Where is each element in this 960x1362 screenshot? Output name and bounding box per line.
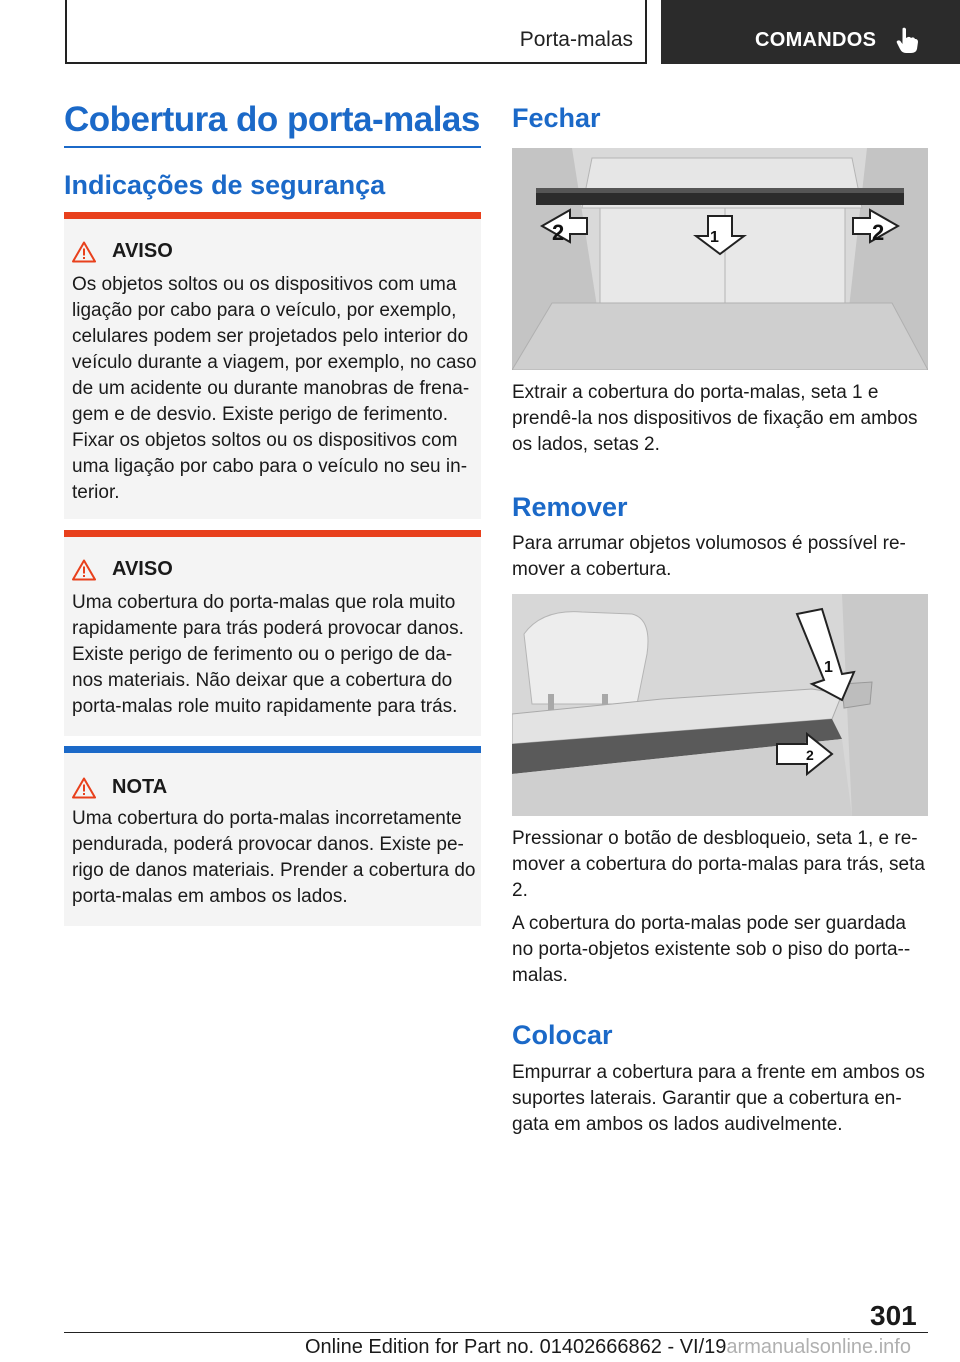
warning-text: Uma cobertura do porta-malas que rola muito rapidamente para trás poderá provocar danos. Existe perigo de ferimento ou o perigo de da-nos materiais. Não deixar que a cobertura do porta-malas role muito rapidamente para trás.: [72, 592, 464, 717]
footer-edition: [305, 1336, 911, 1359]
warning-box-2: [64, 530, 481, 736]
colocar-text: Empurrar a cobertura para a frente em ambos os suportes laterais. Garantir que a cobertura en-gata em ambos os lados audivelmente.: [512, 1062, 925, 1135]
safety-heading: Indicações de segurança: [64, 170, 386, 200]
fechar-illustration: [512, 148, 928, 370]
note-box: [64, 746, 481, 926]
warning-triangle-icon: [72, 559, 96, 581]
footer-edition-text: Online Edition for Part no. 01402666862 - VI/19: [305, 1336, 727, 1358]
title-divider: [64, 146, 481, 148]
figure-arrow-label: 2: [806, 747, 814, 763]
footer-watermark: armanualsonline.info: [726, 1336, 911, 1358]
note-bar: [64, 746, 481, 753]
footer-divider: [64, 1332, 928, 1333]
warning-bar: [64, 212, 481, 219]
remover-text-1: Pressionar o botão de desbloqueio, seta 1, e re-mover a cobertura do porta-malas para trás, seta 2.: [512, 828, 925, 901]
figure-arrow-label: 2: [552, 220, 565, 245]
figure-arrow-label: 2: [872, 220, 885, 245]
colocar-heading: Colocar: [512, 1020, 613, 1050]
pointing-hand-icon: [896, 27, 918, 53]
page-title: Cobertura do porta-malas: [64, 100, 480, 139]
header-category-tab: [661, 0, 960, 64]
warning-label: AVISO: [112, 558, 173, 580]
warning-box-1: [64, 212, 481, 519]
remover-text-2: A cobertura do porta-malas pode ser guardada no porta-objetos existente sob o piso do porta--malas.: [512, 913, 911, 986]
header-category-label: COMANDOS: [755, 29, 877, 51]
page-number: 301: [870, 1300, 917, 1331]
fechar-text: Extrair a cobertura do porta-malas, seta 1 e prendê-la nos dispositivos de fixação em ambos os lados, setas 2.: [512, 382, 918, 455]
header-section-tab: [65, 0, 647, 64]
note-text: Uma cobertura do porta-malas incorretamente pendurada, poderá provocar danos. Existe pe-rigo de danos materiais. Prender a cobertura do porta-malas em ambos os lados.: [72, 808, 476, 907]
figure-arrow-label: 1: [710, 229, 719, 246]
remover-intro: Para arrumar objetos volumosos é possível re-mover a cobertura.: [512, 533, 906, 580]
warning-triangle-icon: [72, 777, 96, 799]
note-label: NOTA: [112, 776, 168, 798]
warning-bar: [64, 530, 481, 537]
remover-illustration: [512, 594, 928, 816]
header-section-label: Porta-malas: [519, 28, 633, 51]
warning-label: AVISO: [112, 240, 173, 262]
warning-triangle-icon: [72, 241, 96, 263]
warning-text: Os objetos soltos ou os dispositivos com uma ligação por cabo para o veículo, por exemplo, celulares podem ser projetados pelo interior do veículo durante a viagem, por exemplo, no caso de um acidente ou durante manobras de frena-gem e de desvio. Existe perigo de ferimento. Fixar os objetos soltos ou os dispositivos com uma ligação por cabo para o veículo no seu in-terior.: [72, 274, 477, 503]
fechar-heading: Fechar: [512, 103, 601, 133]
figure-arrow-label: 1: [824, 659, 833, 676]
remover-heading: Remover: [512, 492, 628, 522]
